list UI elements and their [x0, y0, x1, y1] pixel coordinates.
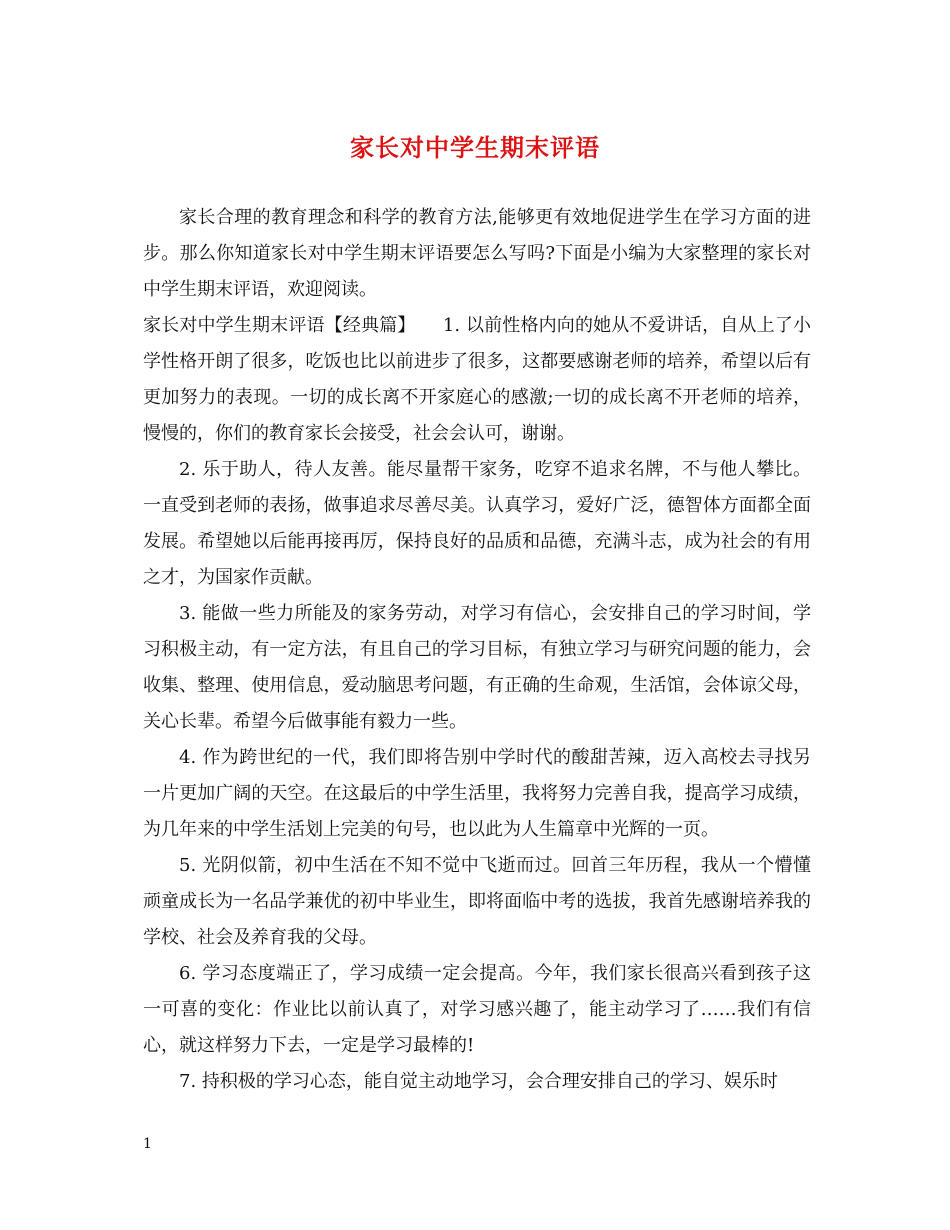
page-number: 1	[143, 1136, 152, 1152]
paragraph-item-7: 7. 持积极的学习心态，能自觉主动地学习，会合理安排自己的学习、娱乐时	[179, 1071, 778, 1092]
paragraph-intro: 家长合理的教育理念和科学的教育方法,能够更有效地促进学生在学习方面的进步。那么你知道家长对中学生期末评语要怎么写吗?下面是小编为大家整理的家长对中学生期末评语，欢迎阅读。	[143, 207, 811, 300]
paragraph-item-3: 3. 能做一些力所能及的家务劳动，对学习有信心，会安排自己的学习时间，学习积极主动，有一定方法，有且自己的学习目标，有独立学习与研究问题的能力，会收集、整理、使用信息，爱动脑思考问题，有正确的生命观，生活馆，会体谅父母，关心长辈。希望今后做事能有毅力一些。	[143, 603, 811, 732]
paragraph-item-5: 5. 光阴似箭，初中生活在不知不觉中飞逝而过。回首三年历程，我从一个懵懂顽童成长为一名品学兼优的初中毕业生，即将面临中考的选拔，我首先感谢培养我的学校、社会及养育我的父母。	[143, 855, 811, 948]
document-title: 家长对中学生期末评语	[350, 133, 600, 162]
paragraph-item-2: 2. 乐于助人，待人友善。能尽量帮干家务，吃穿不追求名牌，不与他人攀比。一直受到老师的表扬，做事追求尽善尽美。认真学习，爱好广泛，德智体方面都全面发展。希望她以后能再接再厉，保持良好的品质和品德，充满斗志，成为社会的有用之才，为国家作贡献。	[143, 459, 811, 588]
paragraph-item-4: 4. 作为跨世纪的一代，我们即将告别中学时代的酸甜苦辣，迈入高校去寻找另一片更加广阔的天空。在这最后的中学生活里，我将努力完善自我，提高学习成绩，为几年来的中学生活划上完美的句号，也以此为人生篇章中光辉的一页。	[143, 747, 811, 840]
paragraph-item-1: 家长对中学生期末评语【经典篇】 1. 以前性格内向的她从不爱讲话，自从上了小学性格开朗了很多，吃饭也比以前进步了很多，这都要感谢老师的培养，希望以后有更加努力的表现。一切的成长离不开家庭心的感激;一切的成长离不开老师的培养，慢慢的，你们的教育家长会接受，社会会认可，谢谢。	[143, 315, 811, 444]
paragraph-item-6: 6. 学习态度端正了，学习成绩一定会提高。今年，我们家长很高兴看到孩子这一可喜的变化：作业比以前认真了，对学习感兴趣了，能主动学习了……我们有信心，就这样努力下去，一定是学习最棒的!	[143, 963, 811, 1056]
document-body	[143, 200, 811, 1100]
